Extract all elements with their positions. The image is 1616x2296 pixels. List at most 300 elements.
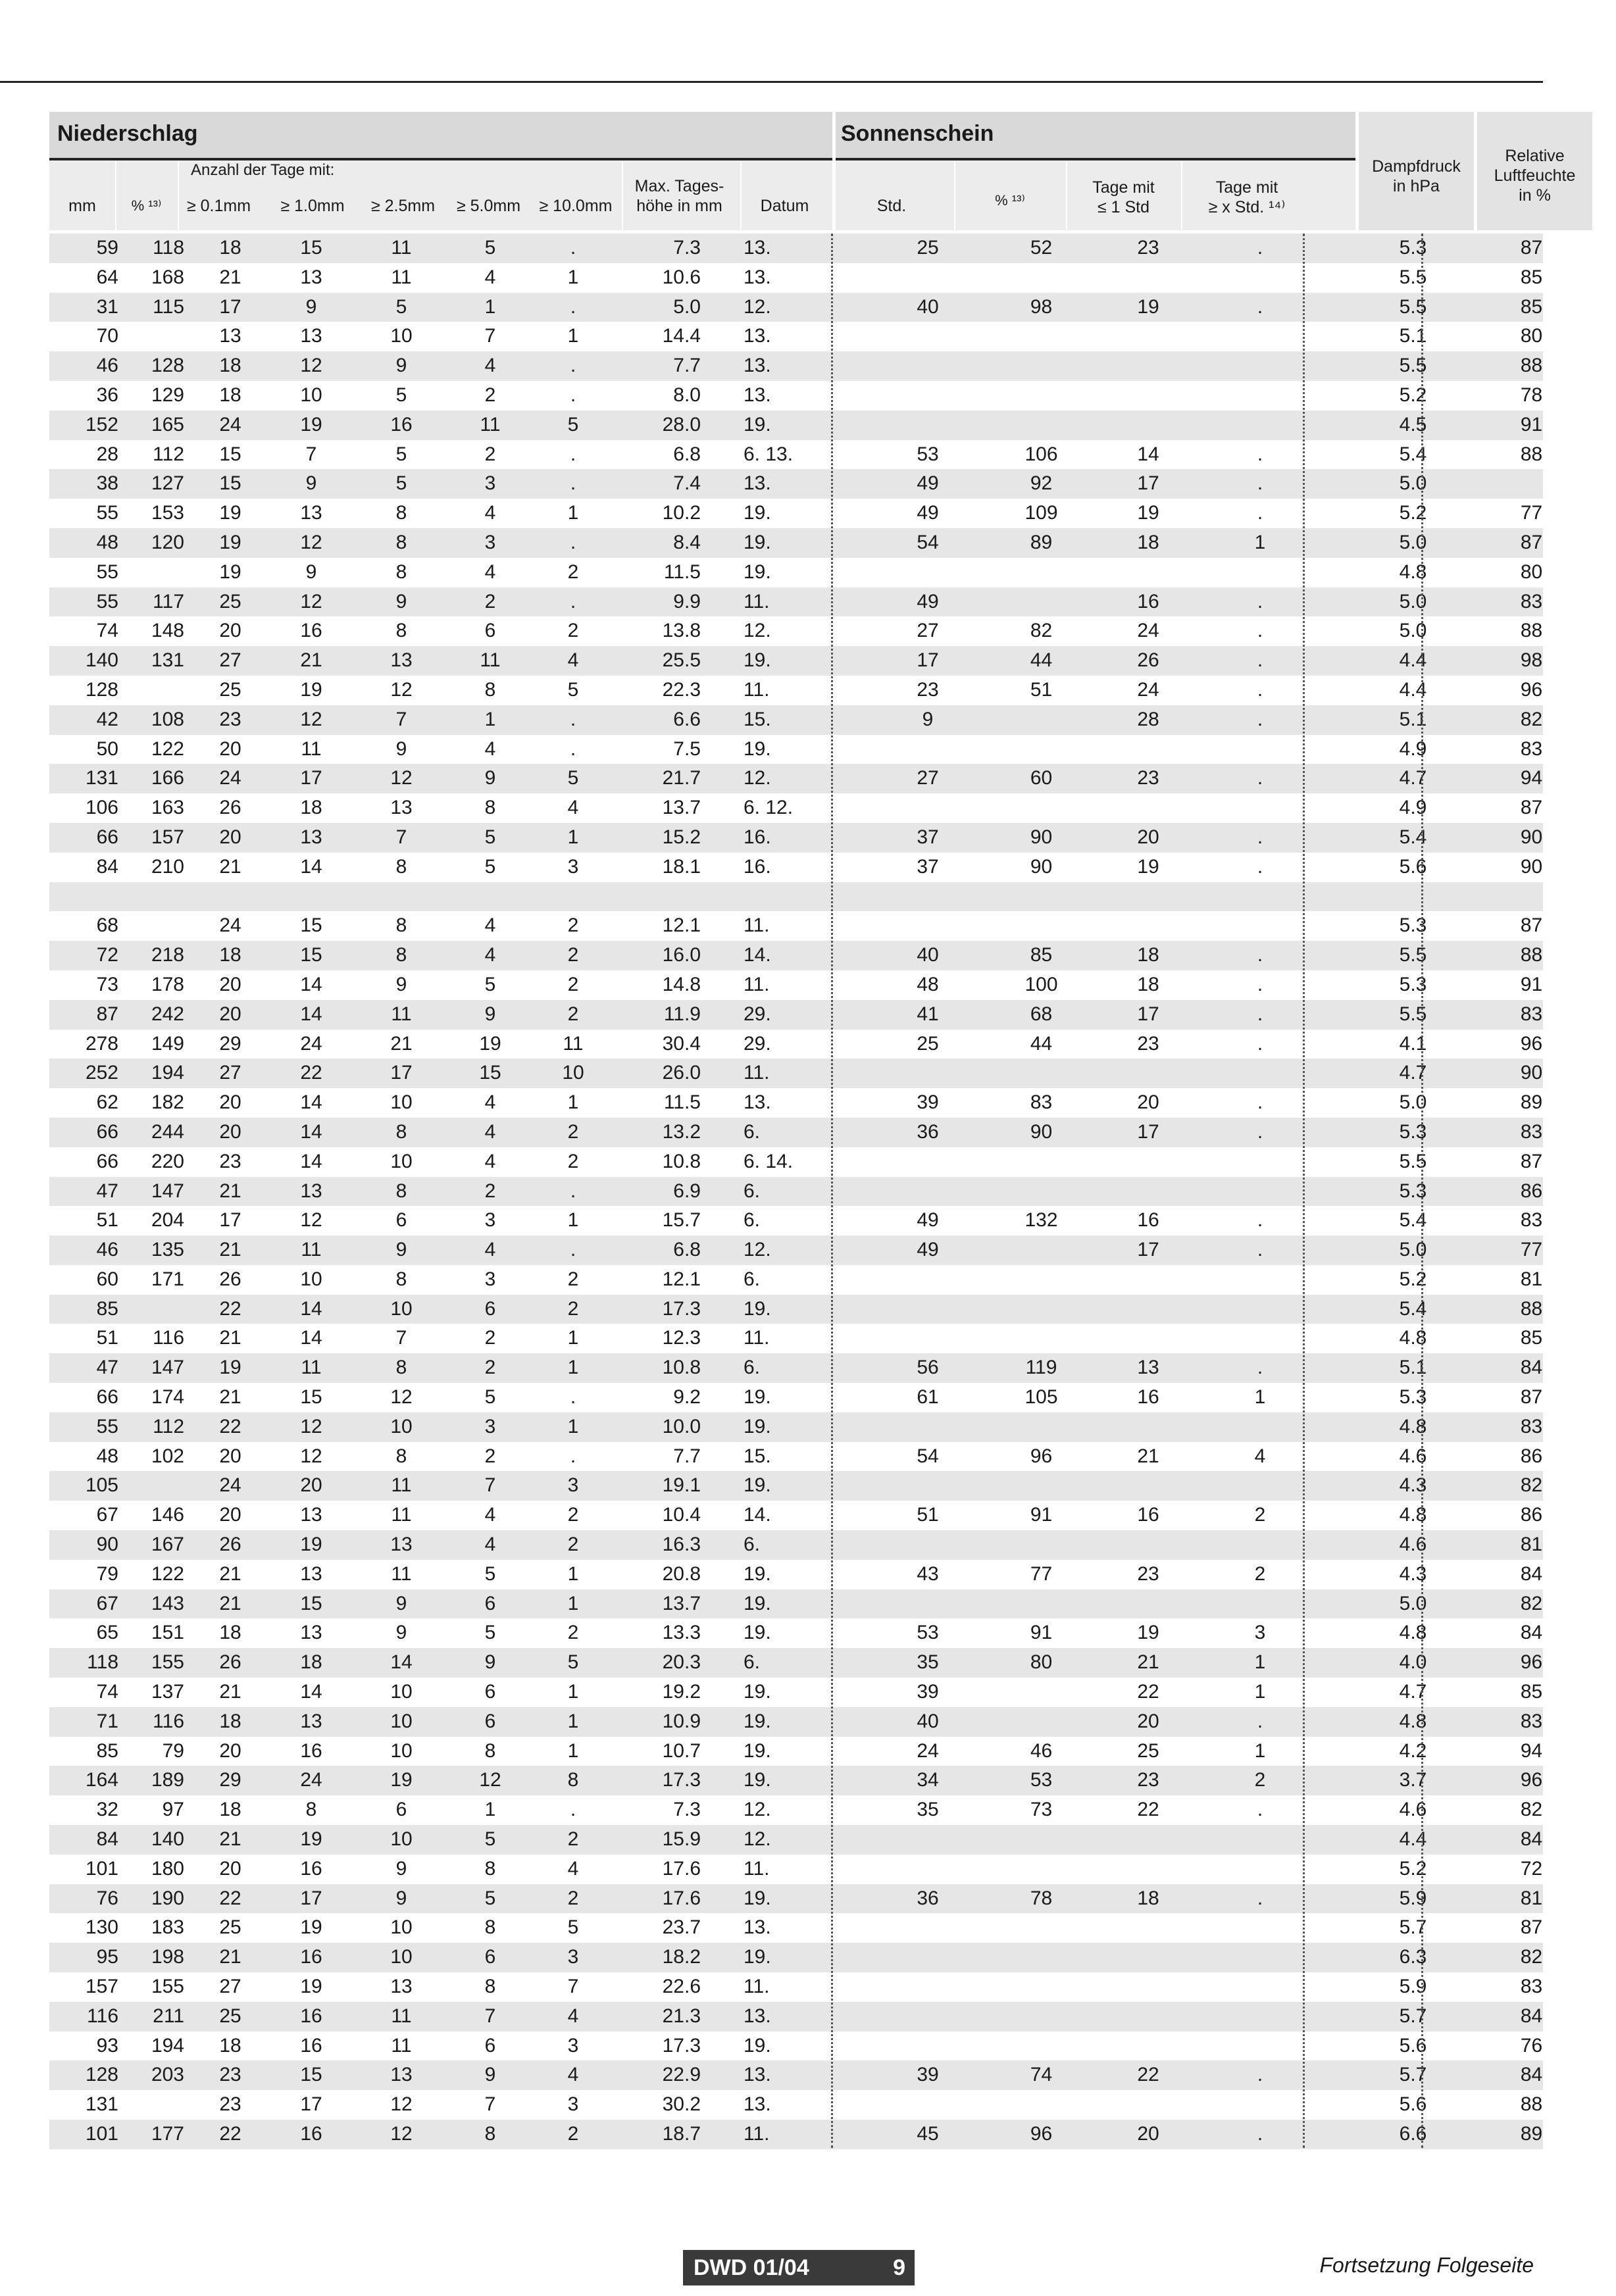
cell-pct: 97	[162, 1799, 184, 1821]
cell-pct: 140	[151, 1828, 184, 1851]
cell-t01: 26	[219, 1651, 241, 1674]
cell-datum: 6.	[744, 1120, 761, 1143]
table-row	[49, 1589, 1543, 1619]
cell-tage1: 22	[1137, 1799, 1159, 1821]
cell-t25: 7	[395, 826, 407, 848]
cell-std	[898, 1147, 957, 1177]
cell-std	[898, 381, 957, 411]
cell-datum: 6.	[744, 1209, 761, 1232]
table-row	[49, 1501, 1543, 1530]
cell-max: 6.6	[673, 708, 701, 730]
cell-dampf: 5.3	[1399, 914, 1427, 937]
cell-tagex: 1	[1254, 1386, 1266, 1409]
cell-t01: 22	[219, 2123, 241, 2145]
cell-t25	[375, 882, 428, 912]
cell-mm: 55	[96, 502, 118, 524]
cell-spct: 44	[1030, 1032, 1053, 1055]
cell-t25: 9	[395, 1239, 407, 1261]
cell-dampf: 5.7	[1399, 2064, 1427, 2086]
cell-std	[898, 911, 957, 941]
cell-rel: 91	[1520, 973, 1543, 995]
cell-pct: 115	[153, 295, 184, 318]
cell-rel: 86	[1520, 1180, 1543, 1202]
cell-spct: 132	[1024, 1209, 1058, 1232]
cell-dampf: 5.7	[1399, 2005, 1427, 2027]
cell-tagex	[1234, 882, 1286, 912]
cell-t25: 11	[391, 266, 412, 288]
cell-rel: 86	[1520, 1504, 1543, 1526]
cell-max: 6.9	[673, 1180, 701, 1202]
cell-pct: 182	[151, 1091, 184, 1114]
cell-tage1	[1122, 1147, 1174, 1177]
cell-tage1: 25	[1137, 1739, 1159, 1762]
cell-tagex: .	[1257, 2064, 1263, 2086]
cell-t50: 8	[484, 1857, 496, 1880]
cell-t25: 9	[395, 355, 407, 377]
cell-t01	[204, 882, 257, 912]
cell-tage1	[1122, 1471, 1174, 1501]
cell-t100: .	[570, 1386, 576, 1409]
cell-max: 14.4	[662, 325, 701, 347]
cell-tagex: .	[1257, 1357, 1263, 1379]
cell-t100: 2	[567, 944, 579, 966]
cell-tagex	[1234, 1589, 1286, 1619]
cell-t01: 26	[219, 797, 241, 819]
cell-t10: 16	[300, 2123, 322, 2145]
cell-rel: 84	[1520, 2064, 1543, 2086]
cell-tagex: 4	[1254, 1445, 1266, 1467]
cell-t50: 7	[484, 1474, 496, 1497]
cell-mm: 36	[96, 384, 118, 406]
cell-dampf: 5.1	[1399, 708, 1427, 730]
cell-t100: .	[570, 737, 576, 760]
cell-std: 25	[917, 237, 939, 259]
cell-rel: 77	[1520, 1239, 1543, 1261]
cell-mm: 65	[96, 1622, 118, 1644]
cell-tage1	[1122, 558, 1174, 587]
cell-t01: 23	[219, 1150, 241, 1172]
cell-rel: 87	[1520, 1150, 1543, 1172]
cell-t10: 12	[300, 708, 322, 730]
col-t10: ≥ 1.0mm	[280, 197, 345, 215]
cell-t25: 9	[395, 1857, 407, 1880]
cell-max: 25.5	[662, 649, 701, 672]
cell-tage1	[1122, 2002, 1174, 2032]
cell-spct	[1010, 1855, 1073, 1884]
cell-mm: 51	[96, 1209, 118, 1232]
cell-t50: 11	[480, 413, 501, 436]
cell-t01: 26	[219, 1268, 241, 1290]
cell-dampf: 5.0	[1399, 590, 1427, 612]
cell-t10: 19	[300, 413, 322, 436]
cell-tagex: .	[1257, 443, 1263, 465]
cell-tage1: 16	[1137, 1386, 1159, 1409]
cell-mm: 67	[96, 1592, 118, 1614]
cell-pct: 131	[151, 649, 184, 672]
table-row	[49, 1618, 1543, 1648]
cell-pct: 204	[151, 1209, 184, 1232]
cell-tagex: .	[1257, 502, 1263, 524]
cell-tagex: .	[1257, 237, 1263, 259]
cell-mm: 60	[96, 1268, 118, 1290]
table-row	[49, 2002, 1543, 2032]
cell-t10: 19	[300, 678, 322, 701]
cell-std: 45	[917, 2123, 939, 2145]
cell-std	[898, 1972, 957, 2002]
cell-t10: 19	[300, 1976, 322, 1998]
cell-spct: 73	[1030, 1799, 1053, 1821]
cell-spct	[1010, 705, 1073, 735]
cell-tage1	[1122, 882, 1174, 912]
cell-datum: 15.	[744, 1445, 771, 1467]
cell-t25: 10	[390, 1297, 413, 1320]
cell-t25: 10	[390, 1681, 413, 1703]
cell-spct	[1010, 558, 1073, 587]
cell-rel: 83	[1520, 1120, 1543, 1143]
cell-t50: 2	[484, 384, 496, 406]
cell-rel: 80	[1520, 561, 1543, 583]
table-row	[49, 970, 1543, 1000]
cell-mm: 85	[96, 1739, 118, 1762]
cell-spct: 44	[1030, 649, 1053, 672]
cell-t25: 8	[395, 944, 407, 966]
cell-std: 36	[917, 1120, 939, 1143]
cell-datum: 12.	[744, 1828, 771, 1851]
cell-pct: 112	[153, 1415, 184, 1437]
cell-std: 53	[917, 443, 939, 465]
cell-dampf: 4.3	[1399, 1562, 1427, 1585]
cell-tagex	[1234, 558, 1286, 587]
cell-t50: 3	[484, 1268, 496, 1290]
cell-dampf: 4.7	[1399, 1062, 1427, 1084]
cell-mm: 68	[96, 914, 118, 937]
cell-pct	[118, 882, 184, 912]
cell-spct: 91	[1030, 1504, 1053, 1526]
cell-tagex: .	[1257, 678, 1263, 701]
cell-datum: 19.	[744, 649, 771, 672]
cell-mm: 93	[96, 2034, 118, 2057]
cell-t100	[547, 882, 599, 912]
cell-t50: 5	[484, 1887, 496, 1909]
cell-tage1: 16	[1137, 590, 1159, 612]
cell-rel: 82	[1520, 1474, 1543, 1497]
cell-tagex	[1234, 1972, 1286, 2002]
cell-mm: 48	[96, 531, 118, 553]
cell-tagex: 1	[1254, 1739, 1266, 1762]
table-row	[49, 1412, 1543, 1442]
cell-t01: 19	[219, 531, 241, 553]
table-row	[49, 2120, 1543, 2149]
cell-tage1: 17	[1137, 1239, 1159, 1261]
col-separator	[1066, 161, 1067, 230]
cell-mm: 101	[85, 2123, 118, 2145]
cell-pct: 129	[151, 384, 184, 406]
cell-rel: 88	[1520, 443, 1543, 465]
cell-t25: 12	[390, 2123, 413, 2145]
cell-max: 20.3	[662, 1651, 701, 1674]
cell-max: 22.9	[662, 2064, 701, 2086]
cell-dampf: 5.0	[1399, 1592, 1427, 1614]
cell-std	[898, 322, 957, 351]
cell-dampf: 5.0	[1399, 1091, 1427, 1114]
cell-t25: 7	[395, 1327, 407, 1349]
cell-tagex: .	[1257, 1032, 1263, 1055]
cell-max: 17.6	[662, 1887, 701, 1909]
table-row	[49, 793, 1543, 823]
cell-max: 11.5	[663, 1091, 701, 1114]
cell-rel: 83	[1520, 1976, 1543, 1998]
cell-dampf: 5.1	[1399, 1357, 1427, 1379]
cell-t25: 13	[390, 649, 413, 672]
cell-t10: 10	[300, 1268, 322, 1290]
cell-tagex: .	[1257, 708, 1263, 730]
cell-spct	[1010, 1825, 1073, 1855]
cell-dampf: 5.4	[1399, 443, 1427, 465]
cell-mm: 71	[96, 1710, 118, 1732]
cell-t50: 3	[484, 472, 496, 495]
cell-rel: 89	[1520, 1091, 1543, 1114]
cell-t10: 7	[305, 443, 317, 465]
cell-t01: 15	[219, 472, 241, 495]
cell-t25: 6	[395, 1209, 407, 1232]
cell-datum: 11.	[744, 1062, 770, 1084]
cell-max: 17.3	[662, 1297, 701, 1320]
cell-max: 9.9	[673, 590, 701, 612]
cell-dampf: 4.7	[1399, 767, 1427, 789]
cell-spct: 60	[1030, 767, 1053, 789]
cell-mm: 131	[85, 767, 118, 789]
cell-dampf: 5.4	[1399, 1209, 1427, 1232]
cell-std	[898, 351, 957, 381]
cell-t100: 2	[567, 1622, 579, 1644]
cell-t100: 8	[567, 1769, 579, 1791]
cell-dampf: 5.0	[1399, 1239, 1427, 1261]
cell-std: 27	[917, 620, 939, 642]
cell-std: 53	[917, 1622, 939, 1644]
cell-t50: 2	[484, 1445, 496, 1467]
cell-std	[898, 2002, 957, 2032]
cell-tage1	[1122, 911, 1174, 941]
cell-pct: 155	[151, 1976, 184, 1998]
cell-std: 49	[917, 1209, 939, 1232]
cell-tage1	[1122, 1059, 1174, 1088]
cell-t100: 4	[567, 2005, 579, 2027]
cell-t01: 21	[219, 266, 241, 288]
cell-datum: 19.	[744, 1474, 771, 1497]
cell-mm: 32	[96, 1799, 118, 1821]
cell-tagex: .	[1257, 855, 1263, 878]
cell-tage1: 18	[1137, 944, 1159, 966]
cell-spct	[1010, 2002, 1073, 2032]
cell-t25: 10	[390, 1710, 413, 1732]
table-row	[49, 1118, 1543, 1147]
cell-t10: 12	[300, 355, 322, 377]
cell-spct: 92	[1030, 472, 1053, 495]
cell-spct: 52	[1030, 237, 1053, 259]
cell-rel: 87	[1520, 1916, 1543, 1939]
cell-rel: 84	[1520, 2005, 1543, 2027]
cell-max: 7.7	[673, 355, 701, 377]
cell-rel	[1490, 882, 1573, 912]
cell-pct: 143	[151, 1592, 184, 1614]
cell-t25: 13	[390, 1976, 413, 1998]
cell-max: 17.3	[662, 2034, 701, 2057]
table-row	[49, 1707, 1543, 1737]
cell-t01: 20	[219, 737, 241, 760]
cell-tage1: 22	[1137, 1681, 1159, 1703]
cell-max: 7.4	[673, 472, 701, 495]
cell-t25: 9	[395, 737, 407, 760]
cell-t01: 25	[219, 1916, 241, 1939]
cell-t100: 3	[567, 2034, 579, 2057]
cell-tage1: 23	[1137, 767, 1159, 789]
cell-mm: 128	[85, 2064, 118, 2086]
cell-t25: 5	[395, 384, 407, 406]
cell-spct	[1010, 2032, 1073, 2061]
cell-t25: 5	[395, 295, 407, 318]
cell-max: 13.3	[662, 1622, 701, 1644]
cell-t100: 2	[567, 561, 579, 583]
cell-t25: 21	[390, 1032, 413, 1055]
cell-spct	[1010, 1530, 1073, 1560]
cell-pct: 194	[151, 2034, 184, 2057]
cell-std: 39	[917, 1091, 939, 1114]
cell-t01: 15	[219, 443, 241, 465]
cell-spct	[1010, 2090, 1073, 2120]
cell-max: 11.5	[663, 561, 701, 583]
cell-t100: .	[570, 531, 576, 553]
cell-t10: 13	[300, 1622, 322, 1644]
cell-mm	[49, 882, 118, 912]
cell-datum: 6.	[744, 1651, 761, 1674]
cell-t01: 20	[219, 1445, 241, 1467]
cell-t01: 23	[219, 2064, 241, 2086]
cell-t50: 4	[484, 1239, 496, 1261]
cell-pct: 122	[151, 737, 184, 760]
cell-pct: 218	[151, 944, 184, 966]
table-row	[49, 735, 1543, 764]
cell-tagex	[1234, 2032, 1286, 2061]
cell-pct: 153	[151, 502, 184, 524]
cell-spct: 119	[1025, 1357, 1057, 1379]
cell-max: 6.8	[673, 1239, 701, 1261]
cell-std: 25	[917, 1032, 939, 1055]
cell-dampf: 5.0	[1399, 620, 1427, 642]
cell-datum: 12.	[744, 767, 771, 789]
cell-mm: 74	[96, 620, 118, 642]
cell-spct: 53	[1030, 1769, 1053, 1791]
cell-mm: 84	[96, 855, 118, 878]
cell-max: 26.0	[662, 1062, 701, 1084]
cell-mm: 76	[96, 1887, 118, 1909]
cell-max: 12.3	[662, 1327, 701, 1349]
cell-rel: 84	[1520, 1562, 1543, 1585]
cell-max: 18.2	[662, 1946, 701, 1968]
cell-tage1	[1122, 263, 1174, 293]
cell-rel: 96	[1520, 1651, 1543, 1674]
cell-tage1	[1122, 322, 1174, 351]
table-row	[49, 351, 1543, 381]
cell-max: 7.7	[673, 1445, 701, 1467]
cell-std: 49	[917, 502, 939, 524]
cell-tagex: .	[1257, 1887, 1263, 1909]
table-row	[49, 1059, 1543, 1088]
cell-rel: 96	[1520, 1032, 1543, 1055]
cell-t01: 22	[219, 1887, 241, 1909]
cell-max: 10.8	[662, 1150, 701, 1172]
cell-t10: 14	[300, 1327, 322, 1349]
cell-mm: 157	[85, 1976, 118, 1998]
table-row	[49, 587, 1543, 617]
cell-pct: 151	[151, 1622, 184, 1644]
cell-pct	[118, 1471, 184, 1501]
table-row	[49, 1884, 1543, 1914]
cell-datum: 19.	[744, 561, 771, 583]
cell-max: 23.7	[662, 1916, 701, 1939]
cell-t01: 22	[219, 1415, 241, 1437]
cell-datum: 19.	[744, 1592, 771, 1614]
cell-max: 13.8	[662, 620, 701, 642]
cell-tage1: 16	[1137, 1209, 1159, 1232]
cell-max: 5.0	[673, 295, 701, 318]
cell-max: 16.0	[662, 944, 701, 966]
cell-dampf: 5.3	[1399, 973, 1427, 995]
col-t100: ≥ 10.0mm	[539, 197, 613, 215]
cell-tage1: 22	[1137, 2064, 1159, 2086]
col-mm: mm	[68, 197, 96, 215]
table-row	[49, 1530, 1543, 1560]
cell-max: 7.5	[673, 737, 701, 760]
cell-t10: 11	[301, 1239, 322, 1261]
cell-dampf: 5.2	[1399, 384, 1427, 406]
cell-pct: 120	[151, 531, 184, 553]
cell-dampf: 5.5	[1399, 1003, 1427, 1025]
cell-std: 51	[917, 1504, 939, 1526]
cell-spct	[1010, 587, 1073, 617]
cell-datum: 13.	[744, 1091, 771, 1114]
cell-spct: 51	[1030, 678, 1053, 701]
cell-t100: 4	[567, 2064, 579, 2086]
cell-rel: 83	[1520, 1003, 1543, 1025]
cell-max: 15.9	[662, 1828, 701, 1851]
cell-pct	[118, 911, 184, 941]
cell-pct: 183	[151, 1916, 184, 1939]
cell-t100: 2	[567, 1120, 579, 1143]
cell-datum: 13.	[744, 237, 771, 259]
cell-t50: 7	[484, 325, 496, 347]
cell-t25: 8	[395, 855, 407, 878]
cell-mm: 118	[87, 1651, 118, 1674]
cell-tagex	[1234, 2090, 1286, 2120]
cell-t100: 1	[567, 1357, 579, 1379]
cell-mm: 55	[96, 590, 118, 612]
cell-tage1: 20	[1137, 826, 1159, 848]
cell-dampf: 5.3	[1399, 1180, 1427, 1202]
table-row	[49, 1206, 1543, 1235]
cell-std: 61	[917, 1386, 939, 1409]
cell-t10: 14	[300, 1297, 322, 1320]
cell-rel: 90	[1520, 855, 1543, 878]
cell-datum: 19.	[744, 531, 771, 553]
col-separator	[954, 161, 955, 230]
cell-datum: 13.	[744, 472, 771, 495]
cell-tage1: 23	[1137, 1562, 1159, 1585]
cell-std: 24	[917, 1739, 939, 1762]
cell-t10: 14	[300, 1120, 322, 1143]
cell-tagex: 2	[1254, 1562, 1266, 1585]
cell-mm: 95	[96, 1946, 118, 1968]
cell-pct: 108	[151, 708, 184, 730]
